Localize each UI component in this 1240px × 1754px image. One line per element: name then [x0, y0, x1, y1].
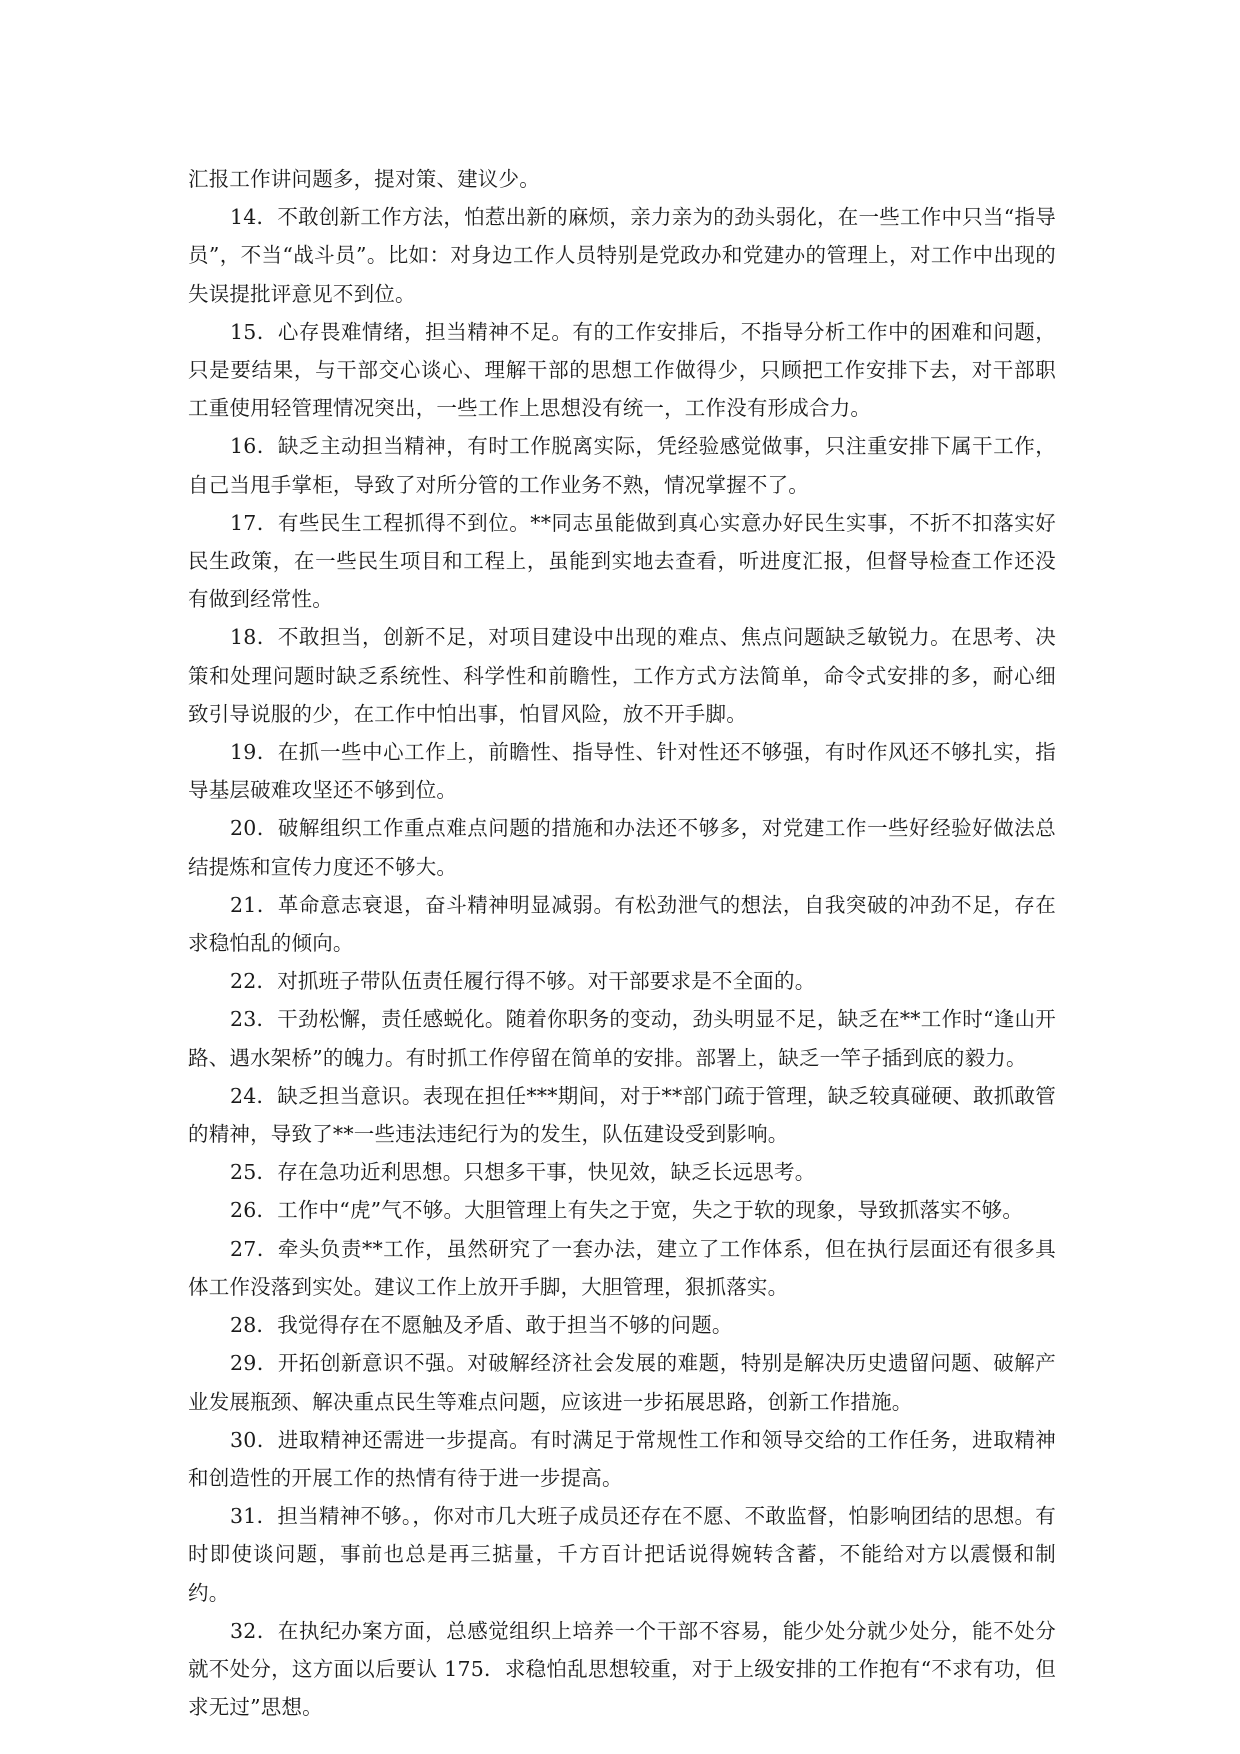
paragraph-item-30: 30．进取精神还需进一步提高。有时满足于常规性工作和领导交给的工作任务，进取精神和创造性的开展工作的热情有待于进一步提高。 — [188, 1427, 1056, 1490]
paragraph-item-29: 29．开拓创新意识不强。对破解经济社会发展的难题，特别是解决历史遗留问题、破解产业发展瓶颈、解决重点民生等难点问题，应该进一步拓展思路，创新工作措施。 — [188, 1351, 1056, 1414]
paragraph-item-20: 20．破解组织工作重点难点问题的措施和办法还不够多，对党建工作一些好经验好做法总结提炼和宣传力度还不够大。 — [188, 816, 1056, 879]
paragraph-item-21: 21．革命意志衰退，奋斗精神明显减弱。有松劲泄气的想法，自我突破的冲劲不足，存在求稳怕乱的倾向。 — [188, 892, 1056, 956]
paragraph-item-31: 31．担当精神不够。，你对市几大班子成员还存在不愿、不敢监督，怕影响团结的思想。有时即使谈问题，事前也总是再三掂量，千方百计把话说得婉转含蓄，不能给对方以震慑和制约。 — [188, 1504, 1056, 1605]
paragraph-item-16: 16．缺乏主动担当精神，有时工作脱离实际，凭经验感觉做事，只注重安排下属干工作，自己当甩手掌柜，导致了对所分管的工作业务不熟，情况掌握不了。 — [188, 434, 1056, 497]
paragraph-item-28: 28．我觉得存在不愿触及矛盾、敢于担当不够的问题。 — [230, 1313, 733, 1338]
paragraph-item-17: 17．有些民生工程抓得不到位。**同志虽能做到真心实意办好民生实事，不折不扣落实好民生政策，在一些民生项目和工程上，虽能到实地去查看，听进度汇报，但督导检查工作还没有做到经常性。 — [188, 510, 1056, 612]
paragraph-item-32: 32．在执纪办案方面，总感觉组织上培养一个干部不容易，能少处分就少处分，能不处分就不处分，这方面以后要认 175．求稳怕乱思想较重，对于上级安排的工作抱有“不求有功，但求无过”思想。 — [188, 1618, 1056, 1720]
paragraph-item-23: 23．干劲松懈，责任感蜕化。随着你职务的变动，劲头明显不足，缺乏在**工作时“逢山开路、遇水架桥”的魄力。有时抓工作停留在简单的安排。部署上，缺乏一竿子插到底的毅力。 — [188, 1007, 1056, 1070]
document-body — [188, 160, 1056, 1726]
paragraph-item-14: 14．不敢创新工作方法，怕惹出新的麻烦，亲力亲为的劲头弱化，在一些工作中只当“指导员”，不当“战斗员”。比如：对身边工作人员特别是党政办和党建办的管理上，对工作中出现的失误提批评意见不到位。 — [188, 205, 1056, 306]
paragraph-continuation: 汇报工作讲问题多，提对策、建议少。 — [188, 167, 540, 191]
paragraph-item-27: 27．牵头负责**工作，虽然研究了一套办法，建立了工作体系，但在执行层面还有很多具体工作没落到实处。建议工作上放开手脚，大胆管理，狠抓落实。 — [188, 1236, 1056, 1299]
paragraph-item-19: 19．在抓一些中心工作上，前瞻性、指导性、针对性还不够强，有时作风还不够扎实，指导基层破难攻坚还不够到位。 — [188, 740, 1056, 803]
paragraph-item-24: 24．缺乏担当意识。表现在担任***期间，对于**部门疏于管理，缺乏较真碰硬、敢抓敢管的精神，导致了**一些违法违纪行为的发生，队伍建设受到影响。 — [188, 1083, 1056, 1147]
paragraph-item-25: 25．存在急功近利思想。只想多干事，快见效，缺乏长远思考。 — [230, 1160, 816, 1185]
paragraph-item-22: 22．对抓班子带队伍责任履行得不够。对干部要求是不全面的。 — [230, 969, 816, 994]
paragraph-item-26: 26．工作中“虎”气不够。大胆管理上有失之于宽，失之于软的现象，导致抓落实不够。 — [230, 1198, 1024, 1223]
paragraph-item-18: 18．不敢担当，创新不足，对项目建设中出现的难点、焦点问题缺乏敏锐力。在思考、决策和处理问题时缺乏系统性、科学性和前瞻性，工作方式方法简单，命令式安排的多，耐心细致引导说服的少，在工作中怕出事，怕冒风险，放不开手脚。 — [188, 625, 1056, 726]
paragraph-item-15: 15．心存畏难情绪，担当精神不足。有的工作安排后，不指导分析工作中的困难和问题，只是要结果，与干部交心谈心、理解干部的思想工作做得少，只顾把工作安排下去，对干部职工重使用轻管理情况突出，一些工作上思想没有统一，工作没有形成合力。 — [188, 319, 1056, 421]
